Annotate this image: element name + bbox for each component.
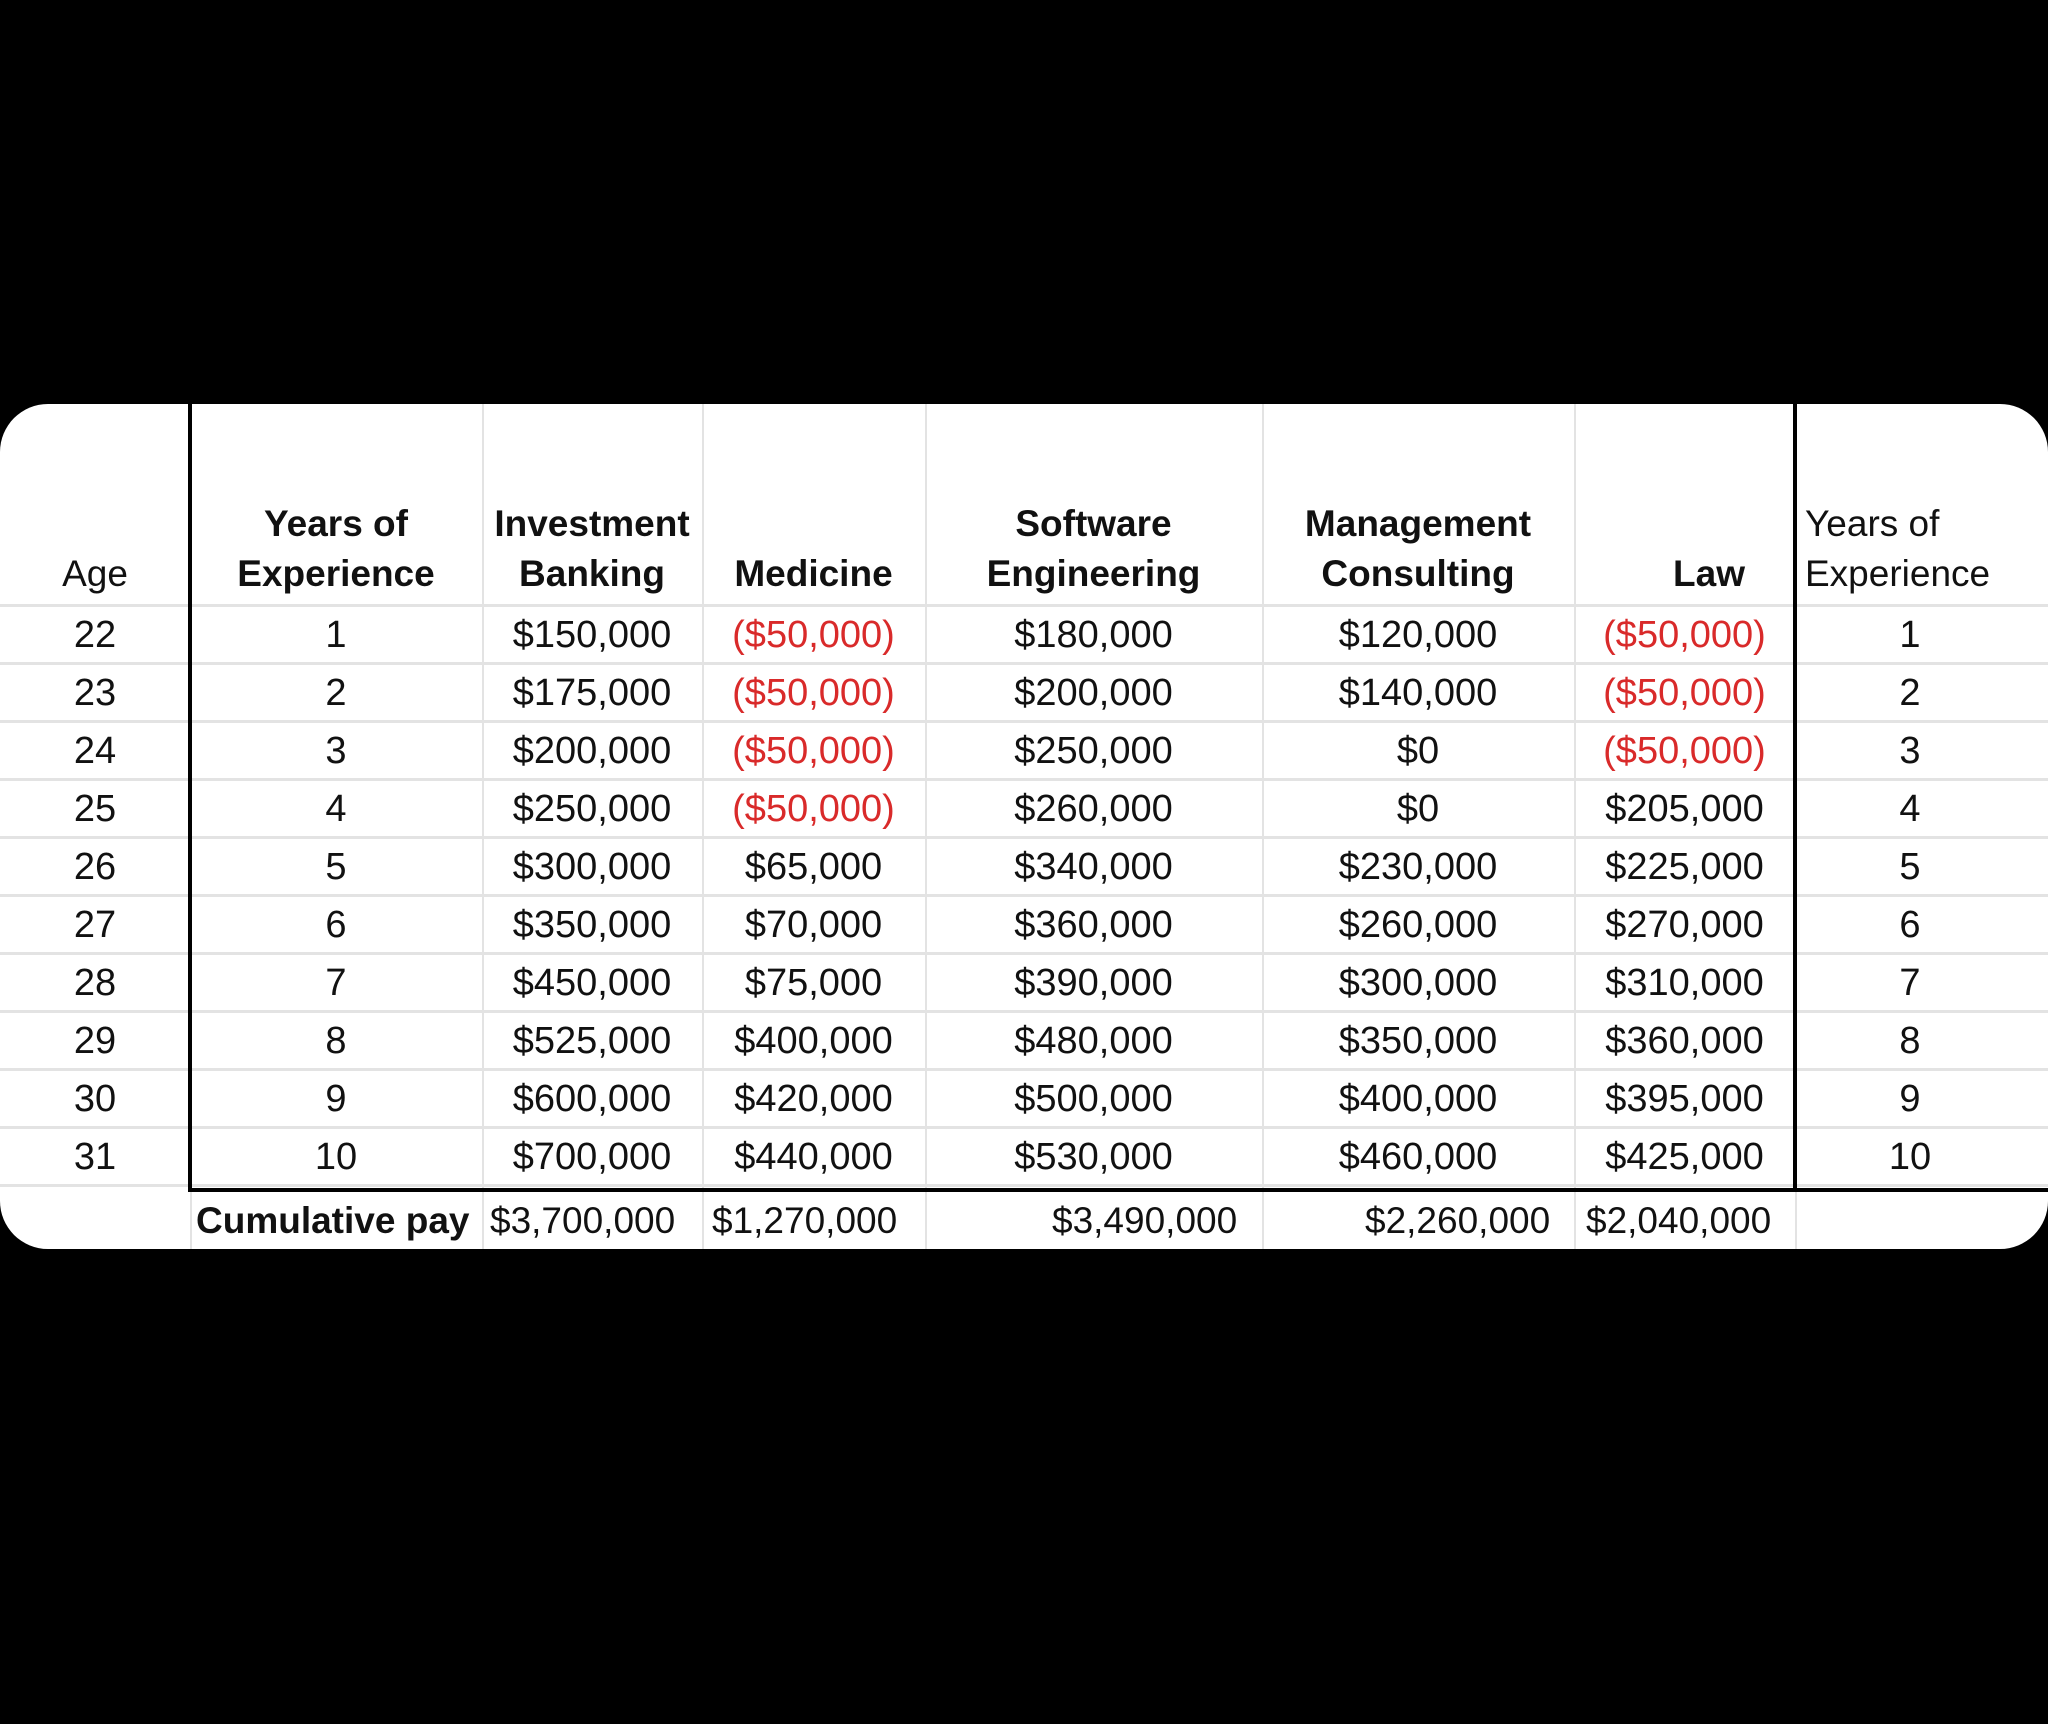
cell-years: 8 — [325, 1020, 347, 1062]
cell-years: 7 — [325, 962, 347, 1004]
header-law-label: Law — [1673, 553, 1745, 594]
cell-software-engineering: $180,000 — [1014, 614, 1173, 656]
salary-table — [0, 404, 2048, 1249]
cell-years-right: 10 — [1888, 1136, 1932, 1178]
total-management-consulting: $2,260,000 — [1365, 1200, 1551, 1241]
header-law — [1574, 549, 1795, 599]
cell-years: 3 — [325, 730, 347, 772]
cell-years: 4 — [325, 788, 347, 830]
cell-years: 6 — [325, 904, 347, 946]
cell-software-engineering: $250,000 — [1014, 730, 1173, 772]
cell-age: 24 — [73, 730, 117, 772]
cell-years-right: 3 — [1899, 730, 1921, 772]
cell-years-right: 4 — [1899, 788, 1921, 830]
cell-age: 22 — [73, 614, 117, 656]
cell-years-right: 8 — [1899, 1020, 1921, 1062]
cell-management-consulting: $230,000 — [1338, 846, 1498, 888]
header-ib-line1: Investment — [494, 503, 690, 544]
cell-years-right: 6 — [1899, 904, 1921, 946]
cell-software-engineering: $200,000 — [1014, 672, 1173, 714]
cell-age: 23 — [73, 672, 117, 714]
cell-years-right: 5 — [1899, 846, 1921, 888]
header-years-right-line2: Experience — [1805, 553, 1991, 594]
header-medicine: Medicine — [734, 553, 893, 594]
totals-label: Cumulative pay — [196, 1200, 470, 1241]
cell-law: $225,000 — [1605, 846, 1764, 888]
cell-management-consulting: $260,000 — [1338, 904, 1498, 946]
cell-investment-banking: $350,000 — [512, 904, 672, 946]
header-se-line1: Software — [1015, 503, 1172, 544]
cell-medicine: $420,000 — [734, 1078, 893, 1120]
cell-age: 29 — [73, 1020, 117, 1062]
cell-investment-banking: $600,000 — [512, 1078, 672, 1120]
cell-management-consulting: $350,000 — [1338, 1020, 1498, 1062]
cell-years-right: 7 — [1899, 962, 1921, 1004]
header-years-line1: Years of — [264, 503, 408, 544]
cell-law: $360,000 — [1605, 1020, 1764, 1062]
border-right — [1793, 404, 1797, 1192]
border-left — [188, 404, 192, 1192]
header-se-line2: Engineering — [986, 553, 1201, 594]
header-mc-line2: Consulting — [1321, 553, 1515, 594]
header-years-line2: Experience — [237, 553, 435, 594]
cell-investment-banking: $175,000 — [512, 672, 672, 714]
cell-management-consulting: $0 — [1396, 788, 1440, 830]
cell-years-right: 1 — [1899, 614, 1921, 656]
cell-age: 28 — [73, 962, 117, 1004]
cell-medicine: ($50,000) — [732, 788, 895, 830]
cell-age: 30 — [73, 1078, 117, 1120]
cell-investment-banking: $300,000 — [512, 846, 672, 888]
cell-years: 2 — [325, 672, 347, 714]
cell-investment-banking: $250,000 — [512, 788, 672, 830]
cell-investment-banking: $200,000 — [512, 730, 672, 772]
cell-years: 5 — [325, 846, 347, 888]
cell-medicine: $440,000 — [734, 1136, 893, 1178]
cell-medicine: ($50,000) — [732, 730, 895, 772]
total-software-engineering: $3,490,000 — [1052, 1200, 1238, 1241]
cell-age: 31 — [73, 1136, 117, 1178]
total-medicine: $1,270,000 — [712, 1200, 898, 1241]
header-age: Age — [62, 553, 128, 594]
cell-investment-banking: $150,000 — [512, 614, 672, 656]
cell-law: ($50,000) — [1603, 730, 1766, 772]
cell-years: 9 — [325, 1078, 347, 1120]
cell-age: 25 — [73, 788, 117, 830]
cell-investment-banking: $450,000 — [512, 962, 672, 1004]
cell-law: $270,000 — [1605, 904, 1764, 946]
cell-law: $310,000 — [1605, 962, 1764, 1004]
cell-software-engineering: $340,000 — [1014, 846, 1173, 888]
cell-medicine: ($50,000) — [732, 614, 895, 656]
cell-medicine: $400,000 — [734, 1020, 893, 1062]
cell-software-engineering: $390,000 — [1014, 962, 1173, 1004]
cell-years-right: 2 — [1899, 672, 1921, 714]
cell-software-engineering: $500,000 — [1014, 1078, 1173, 1120]
header-ib-line2: Banking — [519, 553, 665, 594]
cell-law: $425,000 — [1605, 1136, 1764, 1178]
cell-management-consulting: $300,000 — [1338, 962, 1498, 1004]
cell-management-consulting: $0 — [1396, 730, 1440, 772]
cell-software-engineering: $360,000 — [1014, 904, 1173, 946]
cell-age: 27 — [73, 904, 117, 946]
cell-management-consulting: $140,000 — [1338, 672, 1498, 714]
cell-medicine: $65,000 — [744, 846, 883, 888]
cell-law: ($50,000) — [1603, 672, 1766, 714]
header-years-right-line1: Years of — [1805, 503, 1940, 544]
cell-software-engineering: $530,000 — [1014, 1136, 1173, 1178]
cell-medicine: $70,000 — [744, 904, 883, 946]
cell-years: 1 — [325, 614, 347, 656]
cell-medicine: $75,000 — [744, 962, 883, 1004]
total-law: $2,040,000 — [1586, 1200, 1772, 1241]
cell-law: $395,000 — [1605, 1078, 1764, 1120]
cell-software-engineering: $260,000 — [1014, 788, 1173, 830]
cell-years-right: 9 — [1899, 1078, 1921, 1120]
cell-medicine: ($50,000) — [732, 672, 895, 714]
cell-software-engineering: $480,000 — [1014, 1020, 1173, 1062]
total-investment-banking: $3,700,000 — [490, 1200, 676, 1241]
cell-law: $205,000 — [1605, 788, 1764, 830]
cell-years: 10 — [314, 1136, 358, 1178]
cell-law: ($50,000) — [1603, 614, 1766, 656]
cell-age: 26 — [73, 846, 117, 888]
cell-management-consulting: $400,000 — [1338, 1078, 1498, 1120]
cell-management-consulting: $460,000 — [1338, 1136, 1498, 1178]
cell-investment-banking: $525,000 — [512, 1020, 672, 1062]
cell-investment-banking: $700,000 — [512, 1136, 672, 1178]
cell-management-consulting: $120,000 — [1338, 614, 1498, 656]
header-mc-line1: Management — [1304, 503, 1532, 544]
